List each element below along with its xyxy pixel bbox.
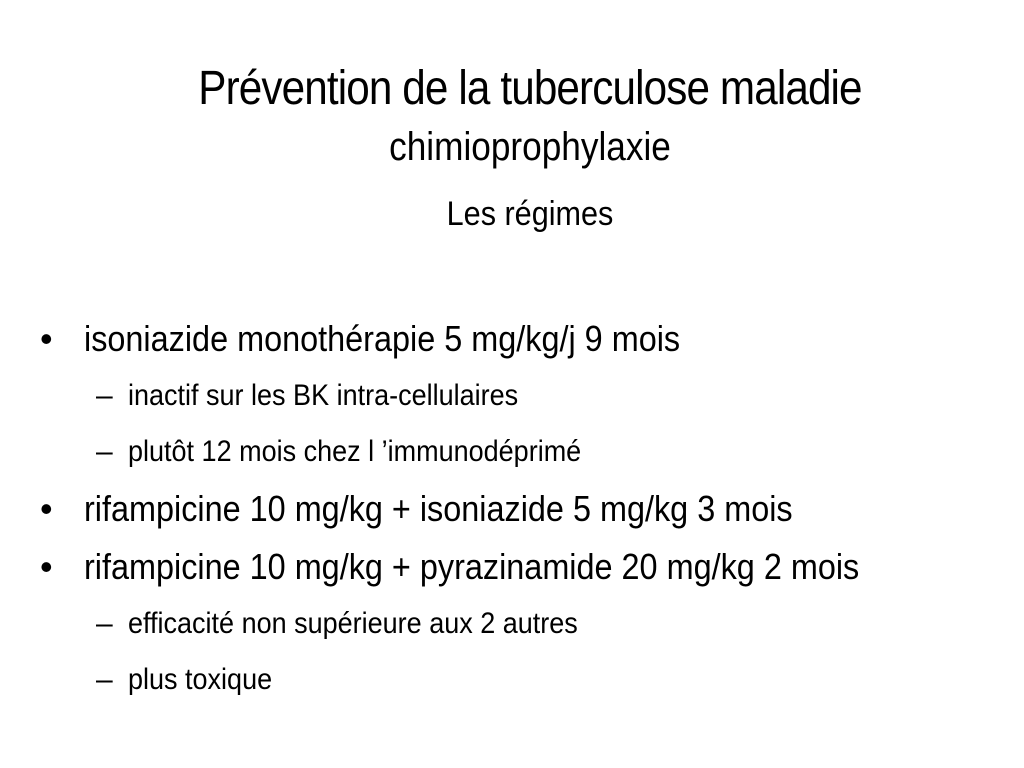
dash-marker: –	[96, 607, 113, 640]
bullet-text: isoniazide monothérapie 5 mg/kg/j 9 mois	[84, 318, 681, 359]
bullet-text: rifampicine 10 mg/kg + isoniazide 5 mg/kg 3 mois	[84, 488, 793, 529]
bullet-marker: •	[40, 318, 53, 359]
sub-bullet-item	[40, 424, 1000, 480]
sub-bullet-item	[40, 652, 1000, 708]
sub-bullet-item	[40, 368, 1000, 424]
sub-bullet-text: plutôt 12 mois chez l ’immunodéprimé	[128, 435, 582, 468]
sub-bullet-text: efficacité non supérieure aux 2 autres	[128, 607, 578, 640]
slide-subtitle: chimioprophylaxie	[389, 125, 671, 169]
sub-bullet-text: plus toxique	[128, 663, 273, 696]
bullet-item	[40, 480, 1000, 538]
dash-marker: –	[96, 663, 113, 696]
sub-bullet-text: inactif sur les BK intra-cellulaires	[128, 379, 519, 412]
bullet-item	[40, 310, 1000, 368]
slide-section-heading: Les régimes	[446, 195, 614, 233]
slide-title: Prévention de la tuberculose maladie	[198, 62, 862, 115]
bullet-text: rifampicine 10 mg/kg + pyrazinamide 20 mg/kg 2 mois	[84, 546, 860, 587]
bullet-list	[40, 310, 1000, 708]
sub-bullet-item	[40, 596, 1000, 652]
bullet-marker: •	[40, 488, 53, 529]
slide-title-block	[0, 58, 1024, 236]
dash-marker: –	[96, 379, 113, 412]
bullet-marker: •	[40, 546, 53, 587]
bullet-item	[40, 538, 1000, 596]
dash-marker: –	[96, 435, 113, 468]
